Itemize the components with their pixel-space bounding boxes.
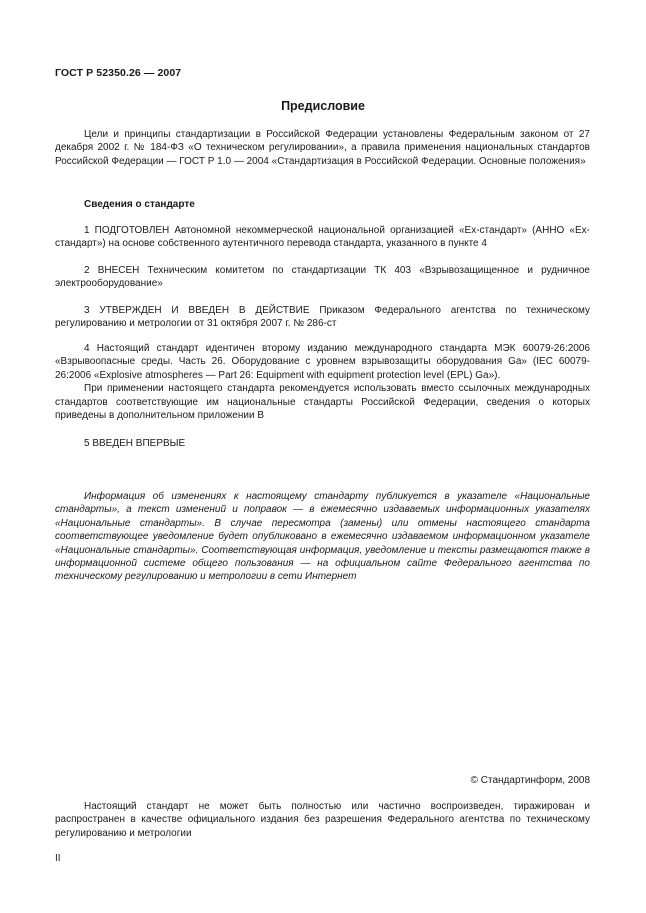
- item-3: 3 УТВЕРЖДЕН И ВВЕДЕН В ДЕЙСТВИЕ Приказом Федерального агентства по техническому регулированию и метрологии от 31 октября 2007 г. № 286-ст: [55, 305, 590, 330]
- notice-block: [55, 490, 590, 584]
- preface-paragraph-block: [55, 128, 590, 168]
- item-5-block: [55, 437, 590, 450]
- item-4-note: При применении настоящего стандарта рекомендуется использовать вместо ссылочных международных стандартов соответствующие им национальные стандарты Российской Федерации, сведения о которых приведены в дополнительном приложении В: [55, 383, 590, 422]
- copyright: © Стандартинформ, 2008: [470, 775, 590, 786]
- changes-notice: Информация об изменениях к настоящему стандарту публикуется в указателе «Национальные стандарты», а текст изменений и поправок — в ежемесячно издаваемых информационных указателях «Национальные стандарты». В случае пересмотра (замены) или отмены настоящего стандарта соответствующее уведомление будет опубликовано в ежемесячно издаваемом информационном указателе «Национальные стандарты». Соответствующая информация, уведомление и тексты размещаются также в информационной системе общего пользования — на официальном сайте Федерального агентства по техническому регулированию и метрологии в сети Интернет: [55, 491, 590, 583]
- reproduction-notice: Настоящий стандарт не может быть полностью или частично воспроизведен, тиражирован и распространен в качестве официального издания без разрешения Федерального агентства по техническому регулированию и метрологии: [55, 801, 590, 839]
- info-heading: Сведения о стандарте: [84, 199, 195, 210]
- item-1: 1 ПОДГОТОВЛЕН Автономной некоммерческой национальной организацией «Ех-стандарт» (АННО «Ех-стандарт») на основе собственного аутентичного перевода стандарта, указанного в пункте 4: [55, 225, 590, 250]
- item-5: 5 ВВЕДЕН ВПЕРВЫЕ: [84, 438, 186, 449]
- item-2-block: [55, 264, 590, 291]
- item-2: 2 ВНЕСЕН Техническим комитетом по стандартизации ТК 403 «Взрывозащищенное и рудничное электрооборудование»: [55, 265, 590, 290]
- item-1-block: [55, 224, 590, 251]
- preface-paragraph: Цели и принципы стандартизации в Российской Федерации установлены Федеральным законом от 27 декабря 2002 г. № 184-ФЗ «О техническом регулировании», а правила применения национальных стандартов Российской Федерации — ГОСТ Р 1.0 — 2004 «Стандартизация в Российской Федерации. Основные положения»: [55, 129, 590, 167]
- item-4-block: [55, 342, 590, 422]
- item-4: 4 Настоящий стандарт идентичен второму изданию международного стандарта МЭК 60079-26:2006 «Взрывоопасные среды. Часть 26. Оборудование с уровнем взрывозащиты оборудования Ga» (IEC 60079-26:2006 «Explosive atmospheres — Part 26: Equipment with equipment protection level (EPL) Ga»).: [55, 343, 590, 381]
- page-number: II: [55, 853, 61, 864]
- item-3-block: [55, 304, 590, 331]
- reproduction-block: [55, 800, 590, 840]
- standard-identifier: ГОСТ Р 52350.26 — 2007: [55, 67, 182, 79]
- page-title: Предисловие: [281, 99, 365, 113]
